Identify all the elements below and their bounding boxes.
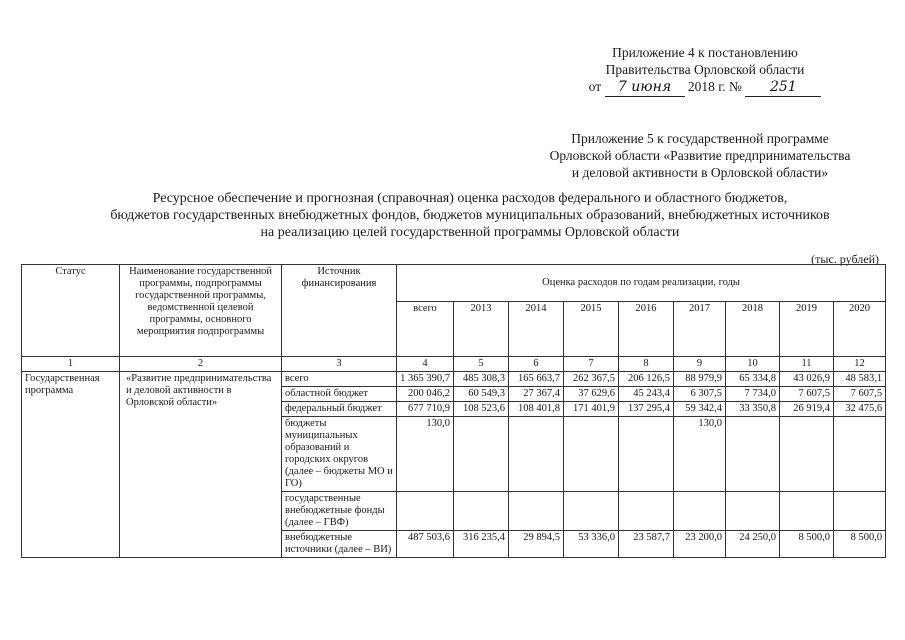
- table-row: [22, 372, 886, 387]
- value-cell: 37 629,6: [564, 387, 619, 402]
- value-cell: 130,0: [397, 417, 454, 492]
- header-year-total: всего: [397, 302, 454, 357]
- header-name: Наименование государственной программы, подпрограммы государственной программы, ведомственной целевой программы, основного мероприятия подпрограммы: [120, 265, 282, 357]
- value-cell: 8 500,0: [834, 531, 886, 558]
- value-cell: 53 336,0: [564, 531, 619, 558]
- value-cell: [509, 492, 564, 531]
- header-year: 2013: [454, 302, 509, 357]
- value-cell: 485 308,3: [454, 372, 509, 387]
- value-cell: 32 475,6: [834, 402, 886, 417]
- column-index: 1: [22, 357, 120, 372]
- column-index: 5: [454, 357, 509, 372]
- source-cell: всего: [282, 372, 397, 387]
- value-cell: [454, 417, 509, 492]
- value-cell: 316 235,4: [454, 531, 509, 558]
- appendix-5-header: [520, 130, 880, 181]
- value-cell: 165 663,7: [509, 372, 564, 387]
- value-cell: 88 979,9: [674, 372, 726, 387]
- appendix-4-line1: Приложение 4 к постановлению: [612, 45, 798, 60]
- source-cell: бюджеты муниципальных образований и городских округов (далее – бюджеты МО и ГО): [282, 417, 397, 492]
- source-cell: государственные внебюджетные фонды (далее – ГВФ): [282, 492, 397, 531]
- value-cell: 200 046,2: [397, 387, 454, 402]
- column-index: 3: [282, 357, 397, 372]
- value-cell: 33 350,8: [726, 402, 780, 417]
- value-cell: [397, 492, 454, 531]
- source-cell: внебюджетные источники (далее – ВИ): [282, 531, 397, 558]
- column-index: 11: [780, 357, 834, 372]
- header-year: 2016: [619, 302, 674, 357]
- value-cell: 1 365 390,7: [397, 372, 454, 387]
- appendix-4-line2: Правительства Орловской области: [605, 62, 805, 77]
- header-year: 2015: [564, 302, 619, 357]
- appendix-4-date-line: [545, 78, 865, 97]
- column-index: 10: [726, 357, 780, 372]
- value-cell: [780, 417, 834, 492]
- date-year: 2018 г. №: [687, 79, 742, 94]
- value-cell: 43 026,9: [780, 372, 834, 387]
- title-line3: на реализацию целей государственной программы Орловской области: [260, 225, 680, 240]
- value-cell: 29 894,5: [509, 531, 564, 558]
- value-cell: 59 342,4: [674, 402, 726, 417]
- value-cell: 23 200,0: [674, 531, 726, 558]
- value-cell: 8 500,0: [780, 531, 834, 558]
- value-cell: [780, 492, 834, 531]
- column-index: 8: [619, 357, 674, 372]
- column-index: 4: [397, 357, 454, 372]
- units-label: (тыс. рублей): [811, 252, 879, 266]
- source-cell: областной бюджет: [282, 387, 397, 402]
- value-cell: 487 503,6: [397, 531, 454, 558]
- value-cell: [726, 492, 780, 531]
- value-cell: 7 607,5: [834, 387, 886, 402]
- value-cell: 65 334,8: [726, 372, 780, 387]
- budget-table: [21, 264, 886, 558]
- date-prefix: от: [588, 79, 602, 94]
- header-estimate: Оценка расходов по годам реализации, годы: [397, 265, 886, 302]
- column-index: 12: [834, 357, 886, 372]
- value-cell: [674, 492, 726, 531]
- source-cell: федеральный бюджет: [282, 402, 397, 417]
- header-year: 2014: [509, 302, 564, 357]
- appendix-5-line3: и деловой активности в Орловской области»: [571, 165, 829, 180]
- header-year: 2019: [780, 302, 834, 357]
- value-cell: [619, 417, 674, 492]
- value-cell: 171 401,9: [564, 402, 619, 417]
- title-line1: Ресурсное обеспечение и прогнозная (справочная) оценка расходов федерального и областного бюджетов,: [152, 191, 788, 206]
- value-cell: 26 919,4: [780, 402, 834, 417]
- status-cell: Государственная программа: [22, 372, 120, 558]
- value-cell: [509, 417, 564, 492]
- appendix-5-line2: Орловской области «Развитие предпринимательства: [549, 148, 851, 163]
- value-cell: 7 734,0: [726, 387, 780, 402]
- value-cell: 23 587,7: [619, 531, 674, 558]
- document-title: [40, 190, 900, 241]
- column-index-row: [22, 357, 886, 372]
- column-index: 9: [674, 357, 726, 372]
- value-cell: 677 710,9: [397, 402, 454, 417]
- title-line2: бюджетов государственных внебюджетных фондов, бюджетов муниципальных образований, внебюджетных источников: [110, 208, 830, 223]
- value-cell: 7 607,5: [780, 387, 834, 402]
- value-cell: 48 583,1: [834, 372, 886, 387]
- date-handwritten: 7 июня: [605, 78, 685, 97]
- value-cell: 130,0: [674, 417, 726, 492]
- value-cell: [619, 492, 674, 531]
- value-cell: [564, 417, 619, 492]
- appendix-5-line1: Приложение 5 к государственной программе: [571, 131, 829, 146]
- value-cell: 6 307,5: [674, 387, 726, 402]
- program-name-cell: «Развитие предпринимательства и деловой активности в Орловской области»: [120, 372, 282, 558]
- column-index: 7: [564, 357, 619, 372]
- header-source: Источник финансирования: [282, 265, 397, 357]
- column-index: 2: [120, 357, 282, 372]
- column-index: 6: [509, 357, 564, 372]
- value-cell: [726, 417, 780, 492]
- value-cell: 108 401,8: [509, 402, 564, 417]
- value-cell: [564, 492, 619, 531]
- header-status: Статус: [22, 265, 120, 357]
- value-cell: 45 243,4: [619, 387, 674, 402]
- value-cell: 60 549,3: [454, 387, 509, 402]
- value-cell: [454, 492, 509, 531]
- appendix-4-header: [545, 44, 865, 97]
- number-handwritten: 251: [745, 78, 821, 97]
- header-year: 2020: [834, 302, 886, 357]
- budget-data-rows: [22, 372, 886, 558]
- value-cell: [834, 417, 886, 492]
- value-cell: 24 250,0: [726, 531, 780, 558]
- value-cell: 262 367,5: [564, 372, 619, 387]
- header-year: 2017: [674, 302, 726, 357]
- value-cell: 108 523,6: [454, 402, 509, 417]
- header-year: 2018: [726, 302, 780, 357]
- value-cell: 206 126,5: [619, 372, 674, 387]
- value-cell: [834, 492, 886, 531]
- value-cell: 27 367,4: [509, 387, 564, 402]
- value-cell: 137 295,4: [619, 402, 674, 417]
